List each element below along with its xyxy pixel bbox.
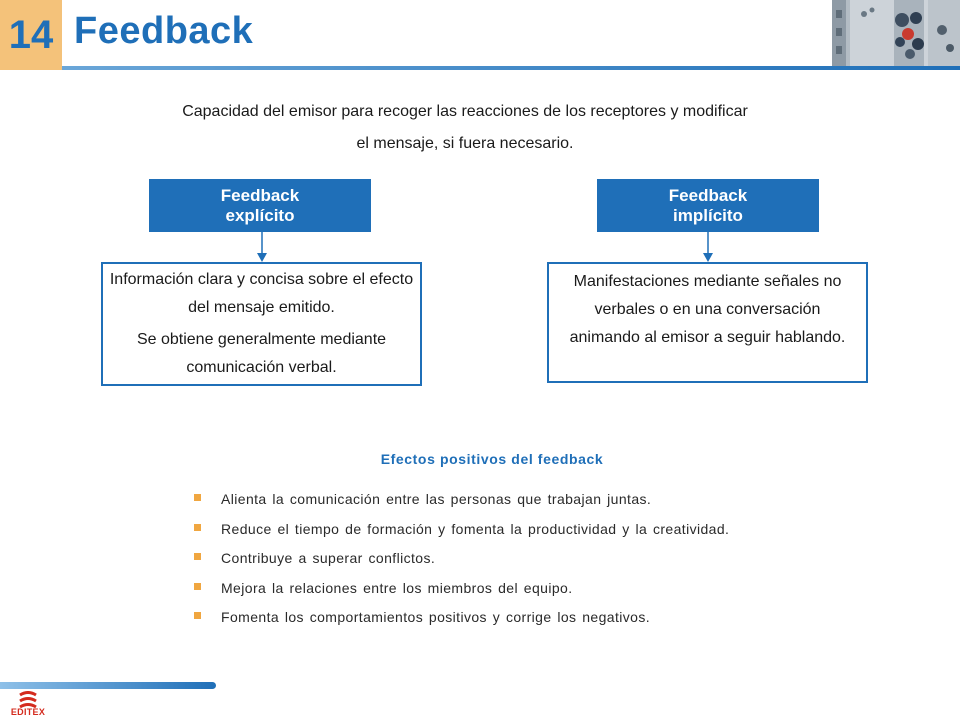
chapter-number-badge	[0, 0, 62, 70]
slide-header	[0, 0, 960, 70]
explicit-feedback-description	[101, 262, 422, 386]
chapter-number: 14	[8, 12, 54, 57]
header-divider	[62, 66, 960, 70]
logo-text: EDITEX	[10, 707, 46, 717]
square-bullet-icon	[194, 583, 201, 590]
page-title: Feedback	[74, 10, 254, 52]
square-bullet-icon	[194, 494, 201, 501]
editex-logo	[8, 691, 48, 717]
benefit-text: Mejora la relaciones entre los miembros del equipo.	[221, 579, 573, 596]
explicit-feedback-label-text: Feedback explícito	[220, 185, 300, 225]
explicit-description-line: Información clara y concisa sobre el efecto del mensaje emitido.	[109, 271, 414, 316]
benefits-list	[194, 487, 729, 635]
list-item	[194, 517, 729, 547]
explicit-description-line: Se obtiene generalmente mediante comunicación verbal.	[136, 331, 387, 376]
benefit-text: Alienta la comunicación entre las personas que trabajan juntas.	[221, 491, 652, 507]
square-bullet-icon	[194, 553, 201, 560]
benefit-text: Reduce el tiempo de formación y fomenta la productividad y la creatividad.	[221, 520, 730, 537]
footer-bar	[0, 682, 216, 689]
implicit-description-line: Manifestaciones mediante señales no verbales o en una conversación animando al emisor a seguir hablando.	[569, 273, 846, 346]
implicit-feedback-description	[547, 262, 868, 383]
arrow-down-icon	[702, 232, 714, 262]
square-bullet-icon	[194, 612, 201, 619]
benefit-text: Contribuye a superar conflictos.	[221, 550, 436, 566]
list-item	[194, 576, 729, 606]
explicit-feedback-label	[149, 179, 371, 232]
square-bullet-icon	[194, 524, 201, 531]
benefit-text: Fomenta los comportamientos positivos y corrige los negativos.	[221, 609, 651, 625]
arrow-down-icon	[256, 232, 268, 262]
list-item	[194, 605, 729, 635]
list-item	[194, 546, 729, 576]
implicit-feedback-label-text: Feedback implícito	[668, 185, 748, 225]
implicit-feedback-label	[597, 179, 819, 232]
benefits-title: Efectos positivos del feedback	[380, 451, 604, 467]
list-item	[194, 487, 729, 517]
definition-text: Capacidad del emisor para recoger las reacciones de los receptores y modificar el mensaje, si fuera necesario.	[182, 103, 748, 152]
header-photo	[832, 0, 960, 66]
